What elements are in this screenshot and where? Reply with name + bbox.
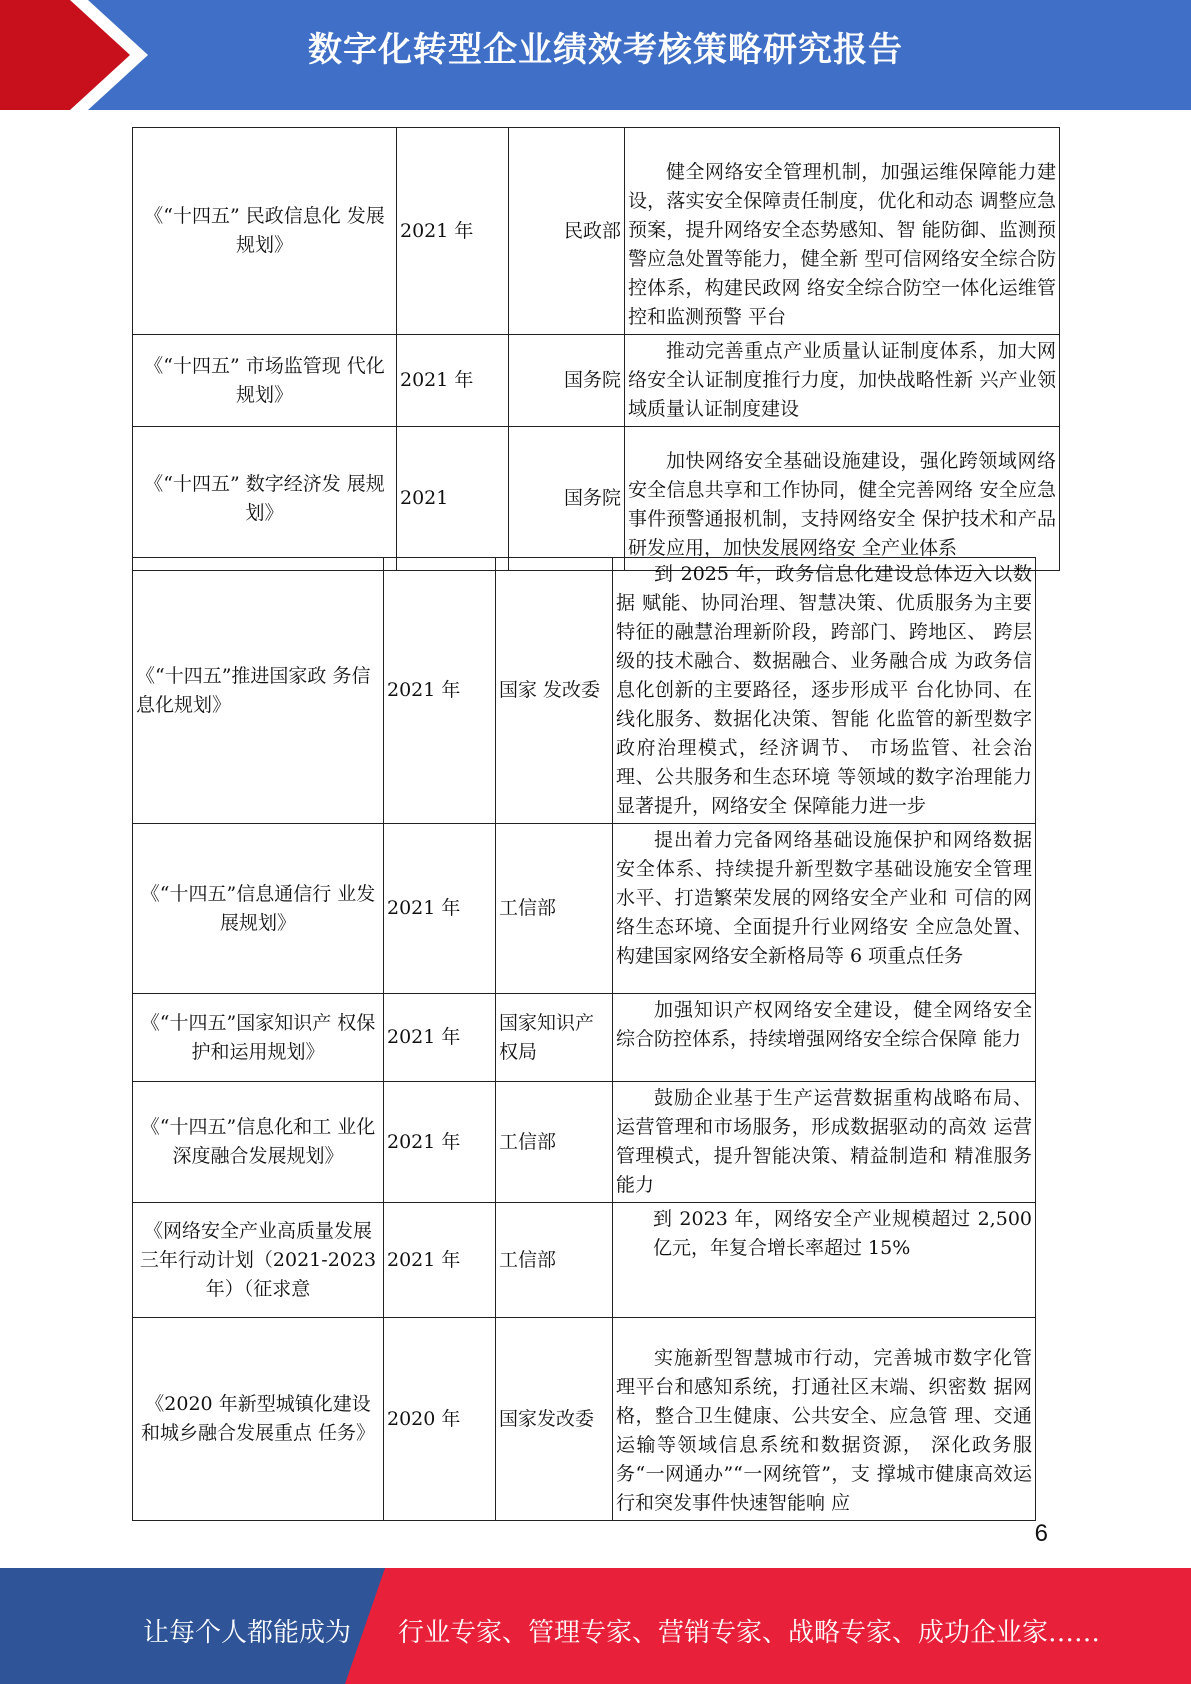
table-row xyxy=(133,824,1036,994)
description-cell: 提出着力完备网络基础设施保护和网络数据 安全体系、持续提升新型数字基础设施安全管理水平、打造繁荣发展的网络安全产业和 可信的网络生态环境、全面提升行业网络安 全应急处置、构建国家网络安全新格局等 6 项重点任务 xyxy=(613,824,1036,994)
description-cell: 到 2023 年，网络安全产业规模超过 2,500 亿元，年复合增长率超过 15% xyxy=(613,1203,1036,1318)
year-cell: 2021 年 xyxy=(384,1082,496,1203)
year-cell: 2021 年 xyxy=(397,128,509,335)
table-row xyxy=(133,994,1036,1082)
table-row xyxy=(133,427,1060,571)
year-cell: 2021 年 xyxy=(384,994,496,1082)
description-cell: 加强知识产权网络安全建设，健全网络安全综合防控体系，持续增强网络安全综合保障 能力 xyxy=(613,994,1036,1082)
page-footer xyxy=(0,1568,1191,1684)
plan-name-cell: 《“十四五”推进国家政 务信息化规划》 xyxy=(133,558,384,824)
table-row xyxy=(133,1203,1036,1318)
plan-name-cell: 《“十四五” 数字经济发 展规划》 xyxy=(133,427,397,571)
policy-table-bottom xyxy=(132,557,1036,1521)
page-title: 数字化转型企业绩效考核策略研究报告 xyxy=(308,30,903,70)
description-cell: 推动完善重点产业质量认证制度体系，加大网络安全认证制度推行力度，加快战略性新 兴产业领域质量认证制度建设 xyxy=(625,335,1060,427)
plan-name-cell: 《“十四五”信息通信行 业发展规划》 xyxy=(133,824,384,994)
description-cell: 鼓励企业基于生产运营数据重构战略布局、运营管理和市场服务，形成数据驱动的高效 运营管理模式，提升智能决策、精益制造和 精准服务能力 xyxy=(613,1082,1036,1203)
year-cell: 2021 xyxy=(397,427,509,571)
table-row xyxy=(133,128,1060,335)
plan-name-cell: 《“十四五” 市场监管现 代化规划》 xyxy=(133,335,397,427)
description-cell: 到 2025 年，政务信息化建设总体迈入以数据 赋能、协同治理、智慧决策、优质服务为主要特征的融慧治理新阶段，跨部门、跨地区、 跨层级的技术融合、数据融合、业务融合成 为政务信息化创新的主要路径，逐步形成平 台化协同、在线化服务、数据化决策、智能 化监管的新型数字政府治理模式，经济调节、 市场监管、社会治理、公共服务和生态环境 等领域的数字治理能力显著提升，网络安全 保障能力进一步 xyxy=(613,558,1036,824)
footer-slogan-left: 让每个人都能成为 xyxy=(143,1618,352,1648)
department-cell: 国务院 xyxy=(509,427,625,571)
department-cell: 国家知识产权局 xyxy=(496,994,613,1082)
table-row xyxy=(133,335,1060,427)
department-cell: 工信部 xyxy=(496,824,613,994)
description-cell: 实施新型智慧城市行动，完善城市数字化管理平台和感知系统，打通社区末端、织密数 据网格，整合卫生健康、公共安全、应急管 理、交通运输等领域信息系统和数据资源， 深化政务服务“一网通办”“一网统管”，支 撑城市健康高效运行和突发事件快速智能响 应 xyxy=(613,1318,1036,1521)
year-cell: 2021 年 xyxy=(384,1203,496,1318)
table-row xyxy=(133,1318,1036,1521)
plan-name-cell: 《“十四五”信息化和工 业化深度融合发展规划》 xyxy=(133,1082,384,1203)
plan-name-cell: 《2020 年新型城镇化建设和城乡融合发展重点 任务》 xyxy=(133,1318,384,1521)
year-cell: 2021 年 xyxy=(397,335,509,427)
footer-slogan-right: 行业专家、管理专家、营销专家、战略专家、成功企业家…… xyxy=(398,1618,1101,1648)
page-header xyxy=(0,0,1191,110)
plan-name-cell: 《“十四五” 民政信息化 发展规划》 xyxy=(133,128,397,335)
department-cell: 国家发改委 xyxy=(496,1318,613,1521)
plan-name-cell: 《“十四五”国家知识产 权保护和运用规划》 xyxy=(133,994,384,1082)
policy-table-top xyxy=(132,127,1060,571)
plan-name-cell: 《网络安全产业高质量发展三年行动计划（2021-2023 年）（征求意 xyxy=(133,1203,384,1318)
year-cell: 2021 年 xyxy=(384,824,496,994)
year-cell: 2021 年 xyxy=(384,558,496,824)
description-cell: 健全网络安全管理机制，加强运维保障能力建设，落实安全保障责任制度，优化和动态 调整应急预案，提升网络安全态势感知、智 能防御、监测预警应急处置等能力，健全新 型可信网络安全综合防控体系，构建民政网 络安全综合防空一体化运维管控和监测预警 平台 xyxy=(625,128,1060,335)
year-cell: 2020 年 xyxy=(384,1318,496,1521)
table-row xyxy=(133,558,1036,824)
department-cell: 民政部 xyxy=(509,128,625,335)
table-row xyxy=(133,1082,1036,1203)
department-cell: 工信部 xyxy=(496,1203,613,1318)
department-cell: 国家 发改委 xyxy=(496,558,613,824)
department-cell: 工信部 xyxy=(496,1082,613,1203)
description-cell: 加快网络安全基础设施建设，强化跨领域网络安全信息共享和工作协同，健全完善网络 安全应急事件预警通报机制，支持网络安全 保护技术和产品研发应用，加快发展网络安 全产业体系 xyxy=(625,427,1060,571)
department-cell: 国务院 xyxy=(509,335,625,427)
page-number: 6 xyxy=(1034,1520,1048,1547)
